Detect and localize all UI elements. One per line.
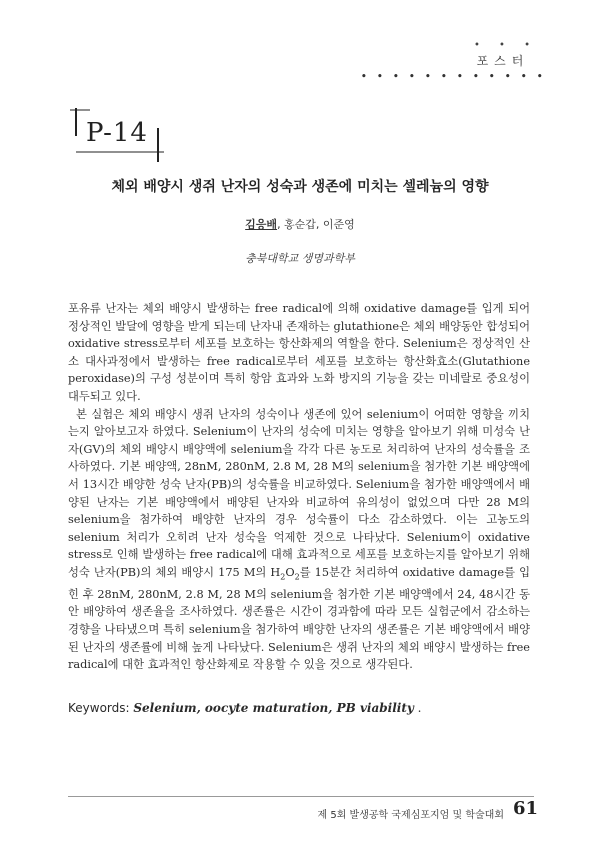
abstract-p2-part-b: O xyxy=(285,565,295,579)
keywords xyxy=(68,701,538,715)
abstract-body xyxy=(68,300,530,674)
paper-title: 체외 배양시 생쥐 난자의 성숙과 생존에 미치는 셀레늄의 영향 xyxy=(111,179,489,195)
footer-conference: 제 5회 발생공학 국제심포지엄 및 학술대회 xyxy=(317,810,504,821)
section-dots-top: • • • xyxy=(473,40,538,51)
section-dots-bottom: • • • • • • • • • • • • xyxy=(360,70,546,83)
abstract-paragraph-2 xyxy=(68,406,530,674)
affiliation: 충북대학교 생명과학부 xyxy=(245,252,355,265)
coauthors: , 홍순갑, 이준영 xyxy=(277,218,355,231)
subscript-2b: 2 xyxy=(294,572,300,582)
paper-code: P-14 xyxy=(86,118,148,148)
abstract-p2-part-c: 를 15분간 처리하여 oxidative damage를 입힌 후 28nM, 280nM, 2.8 M, 28 M의 selenium을 첨가한 기본 배양액에서 24, 48시간 동안 배양하여 생존율을 조사하였다. 생존률은 시간이 경과함에 따라 모든 실험군에서 감소하는 경향을 나타냈으며 특히 selenium을 첨가하여 배양한 난자의 생존률은 기본 배양액에서 배양된 난자의 생존률에 비해 높게 나타났다. Selenium은 생쥐 난자의 체외 배양시 발생하는 free radical에 대한 효과적인 항산화제로 작용할 수 있을 것으로 생각된다. xyxy=(68,565,530,672)
page-number: 61 xyxy=(512,798,538,819)
footer-rule xyxy=(68,796,534,797)
keywords-label: Keywords: xyxy=(68,701,130,715)
section-tag xyxy=(360,40,546,83)
presenting-author: 김응배 xyxy=(245,218,278,231)
paper-code-box xyxy=(68,108,166,162)
keywords-items: Selenium, oocyte maturation, PB viability xyxy=(133,701,414,715)
keywords-trailing: . xyxy=(417,701,422,715)
abstract-p2-part-a: 본 실험은 체외 배양시 생쥐 난자의 성숙이나 생존에 있어 selenium이 어떠한 영향을 끼치는지 알아보고자 하였다. Selenium이 난자의 성숙에 미치는 영향을 알아보기 위해 미성숙 난자(GV)의 체외 배양시 배양액에 selenium을 각각 다른 농도로 처리하여 난자의 성숙률을 조사하였다. 기본 배양액, 28nM, 280nM, 2.8 M, 28 M의 selenium을 첨가한 기본 배양액에서 13시간 배양한 성숙 난자(PB)의 성숙률을 비교하였다. Selenium을 첨가한 배양액에서 배양된 난자는 기본 배양액에서 배양된 난자와 비교하여 유의성이 없었으며 다만 28 M의 selenium을 첨가하여 배양한 난자의 경우 성숙률이 다소 감소하였다. 이는 고농도의 selenium 처리가 오히려 난자 성숙을 억제한 것으로 나타났다. Selenium이 oxidative stress로 인해 발생하는 free radical에 대해 효과적으로 세포를 보호하는지를 알아보기 위해 성숙 난자(PB)의 체외 배양시 175 M의 H xyxy=(68,407,530,579)
section-label: 포스터 xyxy=(476,54,530,68)
subscript-2a: 2 xyxy=(280,572,286,582)
abstract-paragraph-1: 포유류 난자는 체외 배양시 발생하는 free radical에 의해 oxidative damage를 입게 되어 정상적인 발달에 영향을 받게 되는데 난자내 존재하는 glutathione은 체외 배양동안 합성되어 oxidative stress로부터 세포를 보호하는 항산화제의 역할을 한다. Selenium은 정상적인 산소 대사과정에서 발생하는 free radical로부터 세포를 보호하는 항산화효소(Glutathione peroxidase)의 구성 성분이며 특히 항암 효과와 노화 방지의 기능을 갖는 미네랄로 중요성이 대두되고 있다. xyxy=(68,302,530,403)
author-line xyxy=(0,216,600,232)
